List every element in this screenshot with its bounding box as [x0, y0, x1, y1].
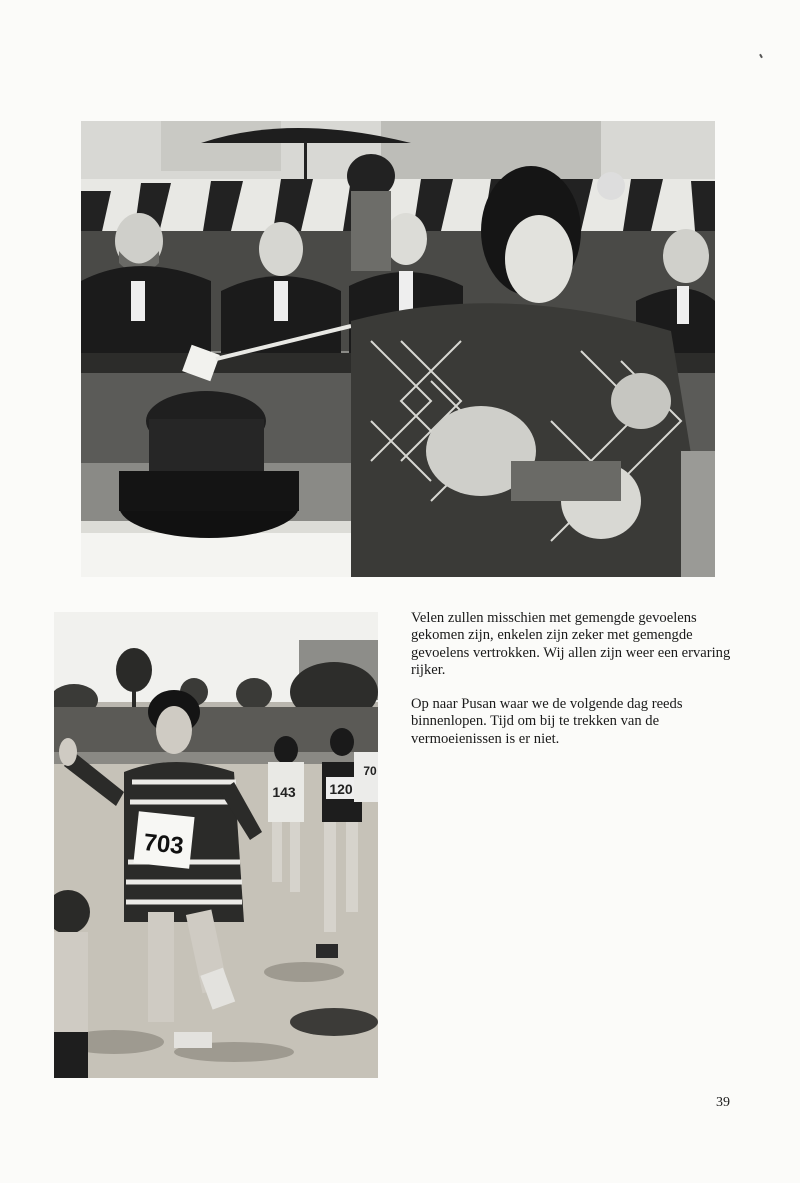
paragraph-1: Velen zullen misschien met gemengde gevoelens gekomen zijn, enkelen zijn zeker met gemengde gevoelens vertrokken. Wij allen zijn weer een ervaring rijker.: [411, 610, 731, 678]
paragraph-2: Op naar Pusan waar we de volgende dag reeds binnenlopen. Tijd om bij te trekken van de vermoeienissen is er niet.: [411, 696, 683, 747]
bib-70: 70: [363, 764, 377, 778]
tea-ceremony-illustration: [81, 121, 715, 577]
runners-photo: [54, 612, 378, 1078]
bib-120: 120: [329, 781, 353, 797]
runners-illustration: [54, 612, 378, 1078]
tea-ceremony-photo: [81, 121, 715, 577]
bib-703: 703: [142, 828, 185, 860]
bib-143: 143: [272, 784, 296, 800]
body-text: [411, 610, 741, 765]
page-number: 39: [716, 1095, 730, 1110]
scan-speck: [759, 54, 763, 58]
